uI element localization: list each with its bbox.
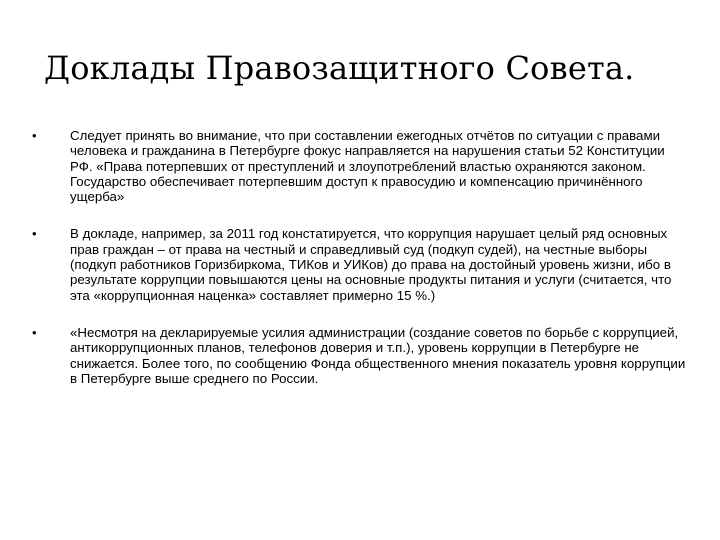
bullet-item-1 xyxy=(20,128,690,204)
bullet-icon: • xyxy=(32,128,37,143)
bullet-item-3 xyxy=(20,325,690,386)
bullet-icon: • xyxy=(32,324,37,340)
bullet-list xyxy=(20,128,690,408)
slide-title: Доклады Правозащитного Совета. xyxy=(44,49,635,87)
bullet-text-1: Следует принять во внимание, что при составлении ежегодных отчётов по ситуации с правами человека и гражданина в Петербурге фокус направляется на нарушения статьи 52 Конституции РФ. «Права потерпевших от преступлений и злоупотреблений властью охраняются законом. Государство обеспечивает потерпевшим доступ к правосудию и компенсацию причинённого ущерба» xyxy=(70,128,665,205)
bullet-item-2 xyxy=(20,226,690,302)
bullet-text-3: «Несмотря на декларируемые усилия администрации (создание советов по борьбе с коррупцией, антикоррупционных планов, телефонов доверия и т.п.), уровень коррупции в Петербурге не снижается. Более того, по сообщению Фонда общественного мнения показатель уровня коррупции в Петербурге выше среднего по России. xyxy=(70,324,686,386)
bullet-icon: • xyxy=(32,226,37,242)
bullet-text-2: В докладе, например, за 2011 год констатируется, что коррупция нарушает целый ряд основных прав граждан – от права на честный и справедливый суд (подкуп судей), на честные выборы (подкуп работников Горизбиркома, ТИКов и УИКов) до права на достойный уровень жизни, ибо в результате коррупции повышаются цены на основные продукты питания и услуги (считается, что эта «коррупционная наценка» составляет примерно 15 %.) xyxy=(70,226,672,303)
